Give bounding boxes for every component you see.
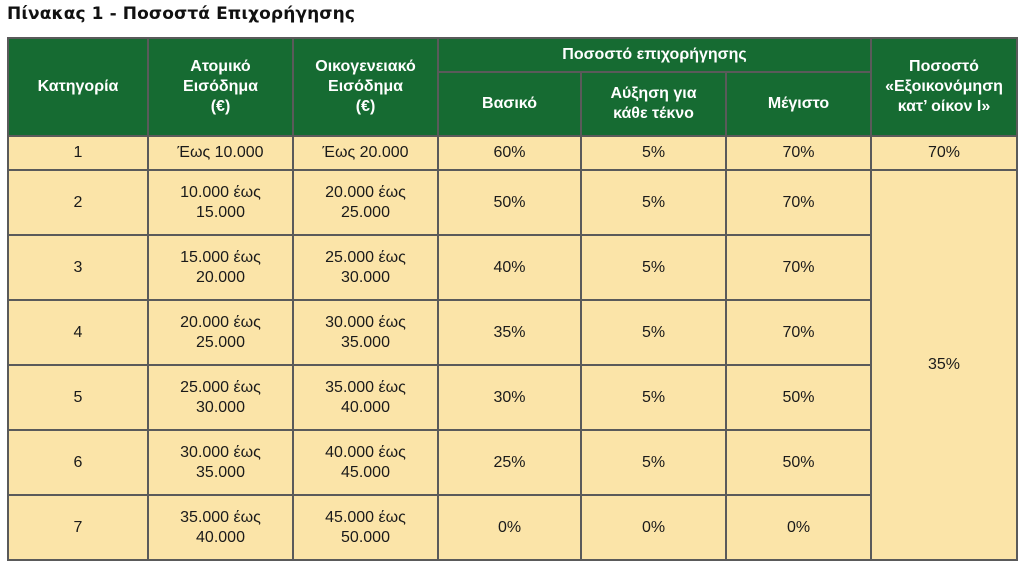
header-maximum: Μέγιστο: [726, 72, 871, 136]
cell-individual-income: 30.000 έως 35.000: [148, 430, 293, 495]
header-grant-rate: Ποσοστό επιχορήγησης: [438, 38, 871, 72]
cell-category: 5: [8, 365, 148, 430]
header-category: Κατηγορία: [8, 38, 148, 136]
table-row: [8, 300, 1017, 365]
header-family-income: Οικογενειακό Εισόδημα (€): [293, 38, 438, 136]
cell-basic-rate: 25%: [438, 430, 581, 495]
cell-category: 7: [8, 495, 148, 560]
cell-per-child-rate: 5%: [581, 365, 726, 430]
header-row-top: [8, 38, 1017, 72]
cell-programme-rate-merged: 35%: [871, 170, 1017, 560]
table-row: [8, 365, 1017, 430]
cell-maximum-rate: 0%: [726, 495, 871, 560]
cell-category: 1: [8, 136, 148, 170]
cell-per-child-rate: 5%: [581, 136, 726, 170]
table-body: [8, 136, 1017, 560]
cell-maximum-rate: 70%: [726, 170, 871, 235]
cell-individual-income: 15.000 έως 20.000: [148, 235, 293, 300]
cell-basic-rate: 35%: [438, 300, 581, 365]
cell-maximum-rate: 50%: [726, 365, 871, 430]
cell-family-income: 40.000 έως 45.000: [293, 430, 438, 495]
cell-basic-rate: 40%: [438, 235, 581, 300]
cell-maximum-rate: 70%: [726, 235, 871, 300]
cell-per-child-rate: 5%: [581, 430, 726, 495]
table-row: [8, 170, 1017, 235]
cell-family-income: 45.000 έως 50.000: [293, 495, 438, 560]
cell-maximum-rate: 70%: [726, 300, 871, 365]
cell-individual-income: 20.000 έως 25.000: [148, 300, 293, 365]
cell-family-income: 25.000 έως 30.000: [293, 235, 438, 300]
header-programme-rate: Ποσοστό «Εξοικονόμηση κατ’ οίκον Ι»: [871, 38, 1017, 136]
cell-individual-income: 25.000 έως 30.000: [148, 365, 293, 430]
cell-family-income: Έως 20.000: [293, 136, 438, 170]
table-title: Πίνακας 1 - Ποσοστά Επιχορήγησης: [7, 4, 355, 24]
cell-basic-rate: 30%: [438, 365, 581, 430]
header-basic: Βασικό: [438, 72, 581, 136]
header-per-child: Αύξηση για κάθε τέκνο: [581, 72, 726, 136]
cell-category: 2: [8, 170, 148, 235]
cell-individual-income: 35.000 έως 40.000: [148, 495, 293, 560]
cell-maximum-rate: 70%: [726, 136, 871, 170]
header-individual-income: Ατομικό Εισόδημα (€): [148, 38, 293, 136]
cell-individual-income: Έως 10.000: [148, 136, 293, 170]
cell-maximum-rate: 50%: [726, 430, 871, 495]
table-row: [8, 235, 1017, 300]
cell-basic-rate: 60%: [438, 136, 581, 170]
table-row: [8, 136, 1017, 170]
cell-per-child-rate: 0%: [581, 495, 726, 560]
cell-basic-rate: 50%: [438, 170, 581, 235]
cell-family-income: 35.000 έως 40.000: [293, 365, 438, 430]
table-row: [8, 430, 1017, 495]
cell-family-income: 20.000 έως 25.000: [293, 170, 438, 235]
cell-basic-rate: 0%: [438, 495, 581, 560]
cell-family-income: 30.000 έως 35.000: [293, 300, 438, 365]
cell-per-child-rate: 5%: [581, 300, 726, 365]
cell-category: 6: [8, 430, 148, 495]
cell-programme-rate: 70%: [871, 136, 1017, 170]
cell-category: 4: [8, 300, 148, 365]
cell-individual-income: 10.000 έως 15.000: [148, 170, 293, 235]
cell-category: 3: [8, 235, 148, 300]
cell-per-child-rate: 5%: [581, 235, 726, 300]
table-row: [8, 495, 1017, 560]
cell-per-child-rate: 5%: [581, 170, 726, 235]
grant-rates-table: [7, 37, 1018, 561]
